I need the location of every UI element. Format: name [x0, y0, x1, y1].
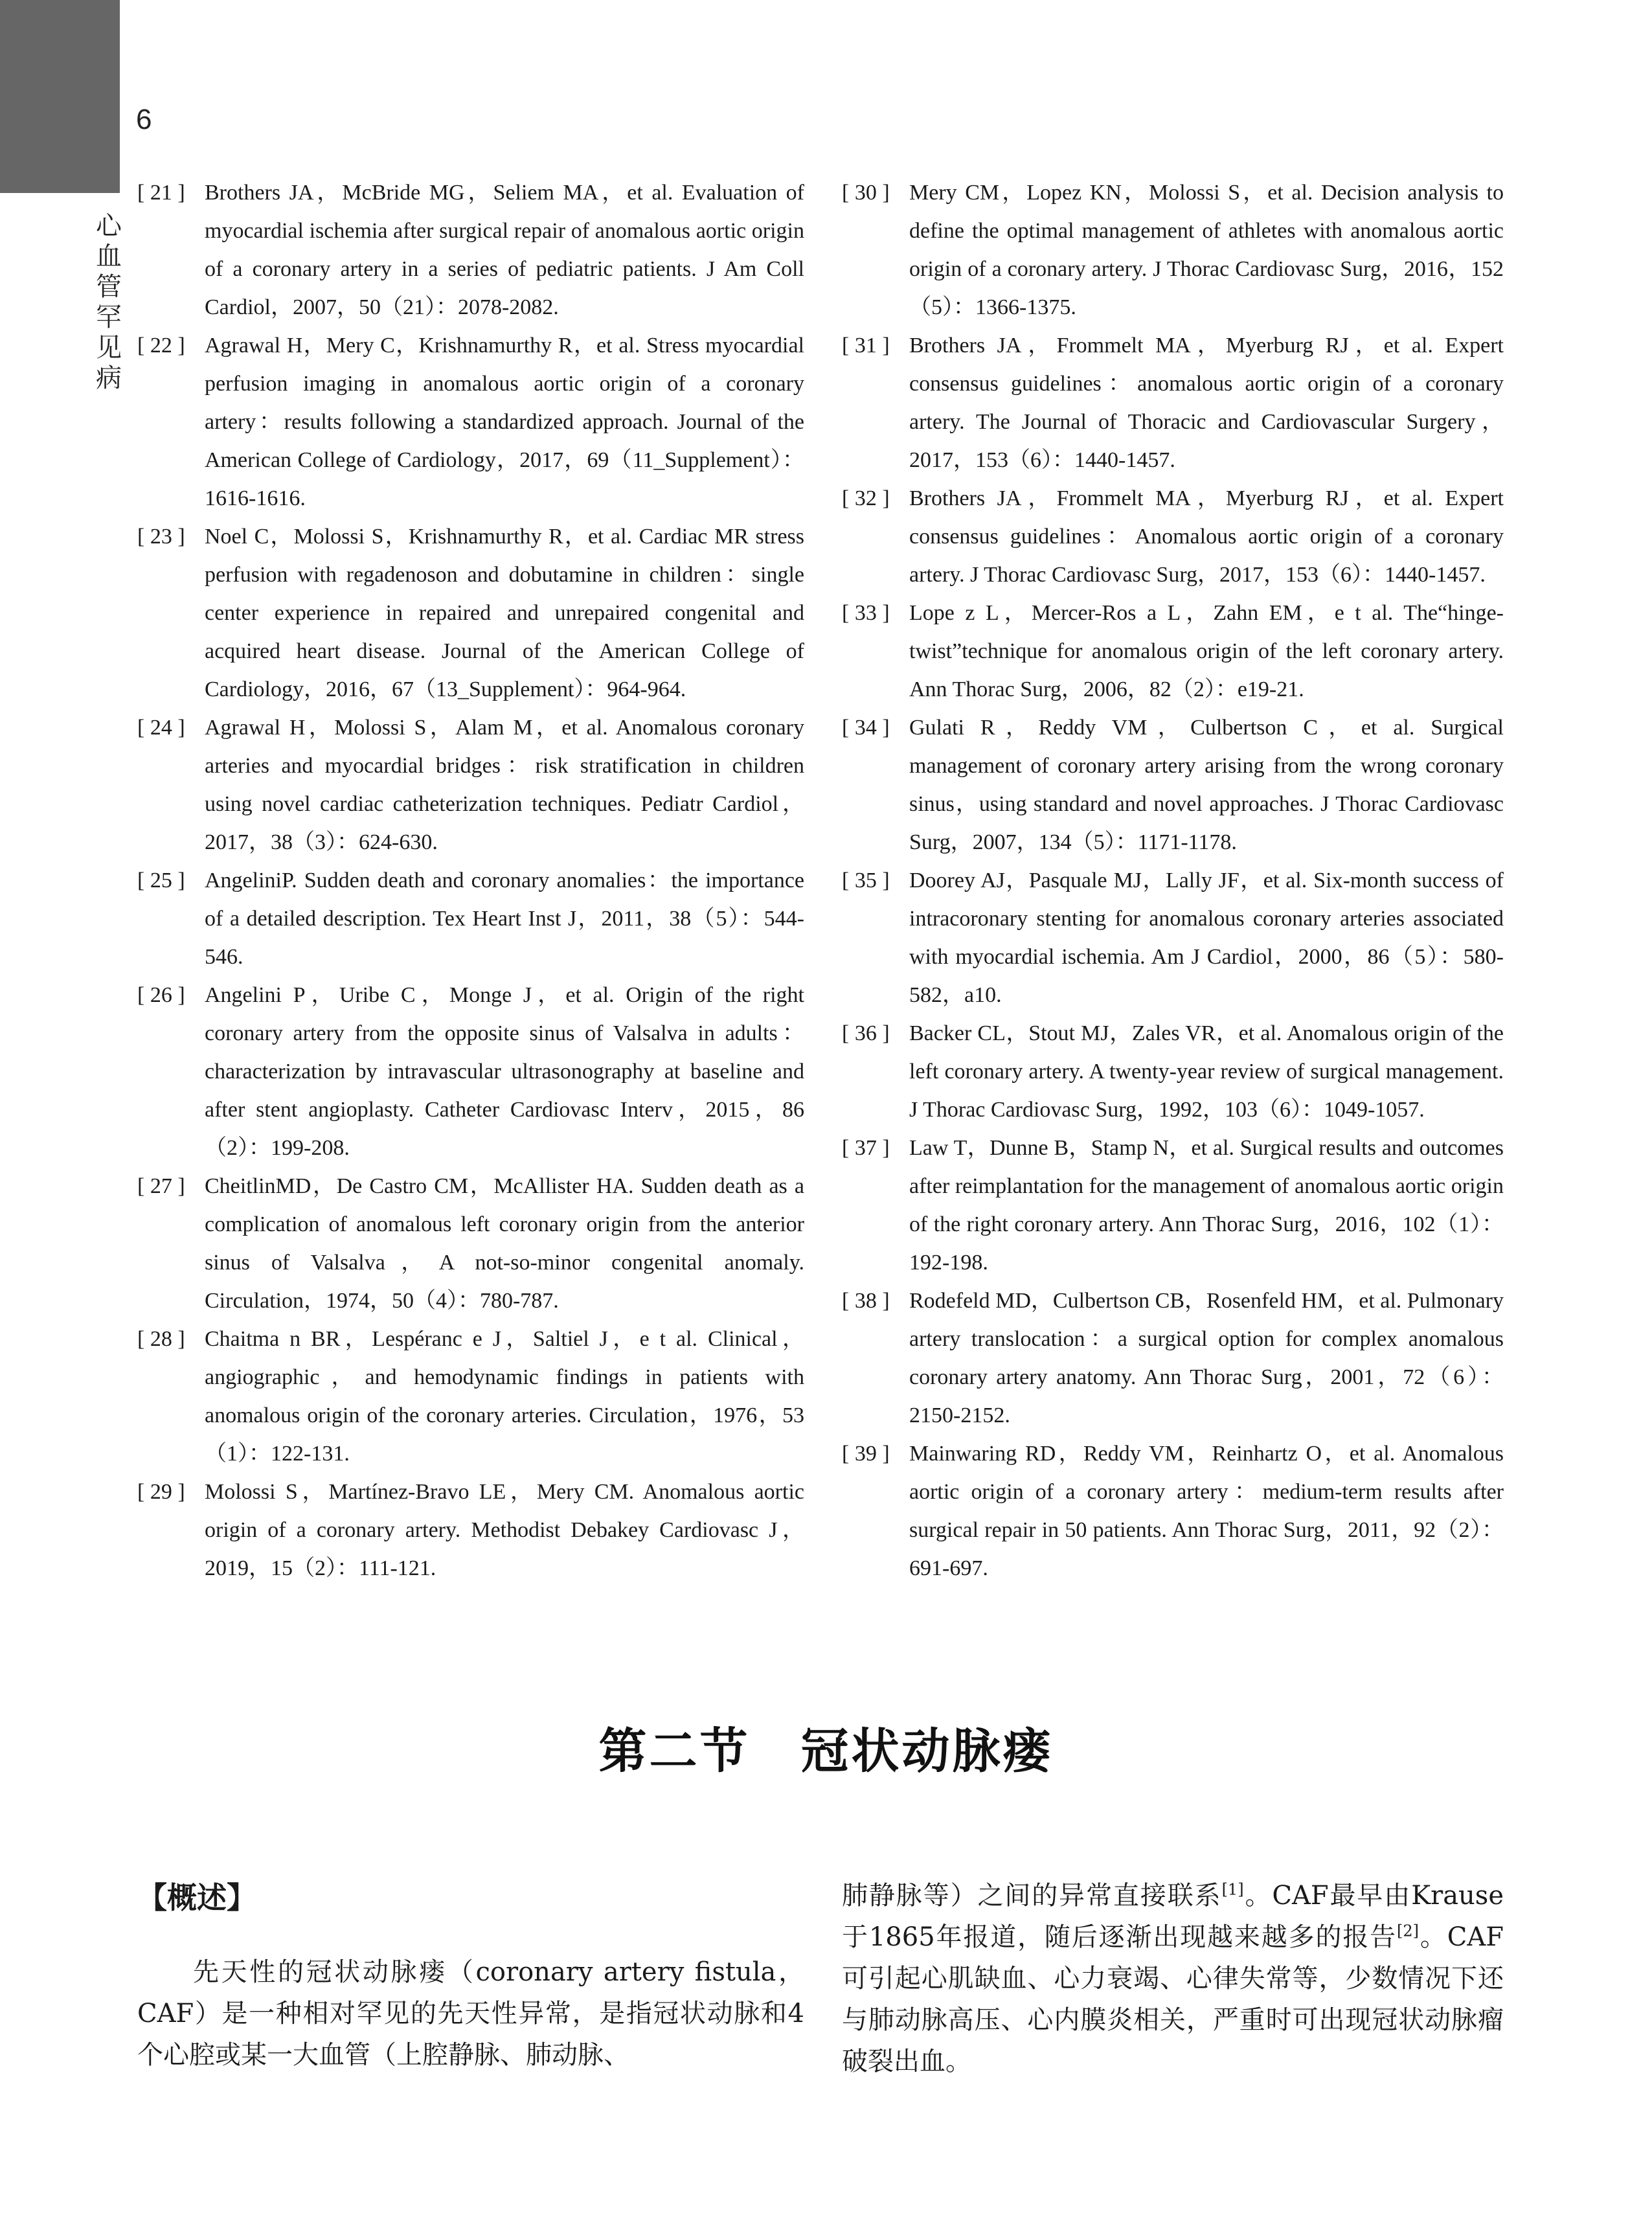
reference-number: [ 26 ]: [137, 983, 185, 1007]
reference-text: Law T，Dunne B，Stamp N，et al. Surgical results and outcomes after reimplantation for the management of anomalous aortic origin of the right coronary artery. Ann Thorac Surg，2016，102（1）：192-198.: [909, 1136, 1504, 1275]
reference-number: [ 38 ]: [842, 1289, 890, 1313]
reference-23: [137, 517, 804, 709]
overview-text-c: 。CAF可引起心肌缺血、心力衰竭、心律失常等，少数情况下还与肺动脉高压、心内膜炎相关，严重时可出现冠状动脉瘤破裂出血。: [842, 1922, 1504, 2076]
reference-30: [842, 174, 1504, 326]
citation-2: [2]: [1397, 1922, 1420, 1940]
reference-number: [ 33 ]: [842, 601, 890, 625]
reference-number: [ 28 ]: [137, 1327, 185, 1351]
reference-number: [ 29 ]: [137, 1480, 185, 1504]
reference-text: Noel C，Molossi S，Krishnamurthy R，et al. Cardiac MR stress perfusion with regadenoson and dobutamine in children：single center experience in repaired and unrepaired congenital and acquired heart disease. Journal of the American College of Cardiology，2016，67（13_Supplement）：964-964.: [205, 525, 804, 701]
references-left-column: [137, 174, 804, 1587]
reference-text: Mainwaring RD，Reddy VM，Reinhartz O，et al. Anomalous aortic origin of a coronary artery：medium-term results after surgical repair in 50 patients. Ann Thorac Surg，2011，92（2）：691-697.: [909, 1442, 1504, 1580]
overview-paragraph-2: [842, 1875, 1504, 2082]
reference-number: [ 34 ]: [842, 716, 890, 740]
section-title: 第二节 冠状动脉瘘: [598, 1723, 1054, 1779]
reference-number: [ 39 ]: [842, 1442, 890, 1466]
reference-35: [842, 861, 1504, 1014]
reference-number: [ 22 ]: [137, 334, 185, 358]
overview-text-b: 。CAF最早由Krause于1865年报道，随后逐渐出现越来越多的报告: [842, 1881, 1504, 1952]
reference-36: [842, 1014, 1504, 1129]
reference-number: [ 24 ]: [137, 716, 185, 740]
citation-1: [1]: [1221, 1880, 1244, 1899]
overview-right-column: [842, 1875, 1504, 2082]
reference-text: Mery CM，Lopez KN，Molossi S，et al. Decision analysis to define the optimal management of athletes with anomalous aortic origin of a coronary artery. J Thorac Cardiovasc Surg，2016，152（5）：1366-1375.: [909, 181, 1504, 319]
running-head: 心血管罕见病: [96, 211, 122, 393]
overview-heading: 【概述】: [137, 1880, 256, 1915]
reference-number: [ 25 ]: [137, 869, 185, 892]
reference-text: Brothers JA，Frommelt MA，Myerburg RJ，et al. Expert consensus guidelines：Anomalous aortic origin of a coronary artery. J Thorac Cardiovasc Surg，2017，153（6）：1440-1457.: [909, 486, 1504, 587]
reference-28: [137, 1320, 804, 1473]
reference-21: [137, 174, 804, 326]
reference-37: [842, 1129, 1504, 1282]
overview-paragraph-1: 先天性的冠状动脉瘘（coronary artery fistula，CAF）是一种相对罕见的先天性异常，是指冠状动脉和4个心腔或某一大血管（上腔静脉、肺动脉、: [137, 1957, 804, 2070]
reference-text: Gulati R，Reddy VM，Culbertson C，et al. Surgical management of coronary artery arising from the wrong coronary sinus，using standard and novel approaches. J Thorac Cardiovasc Surg，2007，134（5）：1171-1178.: [909, 716, 1504, 854]
reference-34: [842, 709, 1504, 861]
reference-33: [842, 594, 1504, 709]
reference-29: [137, 1473, 804, 1587]
reference-text: Brothers JA，Frommelt MA，Myerburg RJ，et al. Expert consensus guidelines：anomalous aortic origin of a coronary artery. The Journal of Thoracic and Cardiovascular Surgery，2017，153（6）：1440-1457.: [909, 334, 1504, 472]
references-right-column: [842, 174, 1504, 1587]
overview-left-column: [137, 1875, 804, 2076]
reference-text: AngeliniP. Sudden death and coronary anomalies：the importance of a detailed description. Tex Heart Inst J，2011，38（5）：544-546.: [205, 869, 804, 969]
reference-39: [842, 1435, 1504, 1587]
reference-number: [ 23 ]: [137, 525, 185, 549]
reference-number: [ 21 ]: [137, 181, 185, 205]
reference-text: Agrawal H，Mery C，Krishnamurthy R，et al. Stress myocardial perfusion imaging in anomalous aortic origin of a coronary artery：results following a standardized approach. Journal of the American College of Cardiology，2017，69（11_Supplement）：1616-1616.: [205, 334, 804, 510]
page-number: 6: [136, 104, 152, 135]
reference-number: [ 36 ]: [842, 1021, 890, 1045]
reference-text: Angelini P，Uribe C，Monge J，et al. Origin of the right coronary artery from the opposite sinus of Valsalva in adults：characterization by intravascular ultrasonography at baseline and after stent angioplasty. Catheter Cardiovasc Interv，2015，86（2）：199-208.: [205, 983, 804, 1160]
reference-text: Backer CL，Stout MJ，Zales VR，et al. Anomalous origin of the left coronary artery. A twenty-year review of surgical management. J Thorac Cardiovasc Surg，1992，103（6）：1049-1057.: [909, 1021, 1504, 1122]
reference-text: Brothers JA，McBride MG，Seliem MA，et al. Evaluation of myocardial ischemia after surgical repair of anomalous aortic origin of a coronary artery in a series of pediatric patients. J Am Coll Cardiol，2007，50（21）：2078-2082.: [205, 181, 804, 319]
reference-26: [137, 976, 804, 1167]
reference-text: Lope z L，Mercer-Ros a L，Zahn EM，e t al. The“hinge-twist”technique for anomalous origin of the left coronary artery. Ann Thorac Surg，2006，82（2）：e19-21.: [909, 601, 1504, 701]
reference-31: [842, 326, 1504, 479]
reference-32: [842, 479, 1504, 594]
reference-24: [137, 709, 804, 861]
corner-tab: [0, 0, 120, 193]
reference-text: Rodefeld MD，Culbertson CB，Rosenfeld HM，et al. Pulmonary artery translocation：a surgical option for complex anomalous coronary artery anatomy. Ann Thorac Surg，2001，72（6）：2150-2152.: [909, 1289, 1504, 1427]
reference-number: [ 27 ]: [137, 1174, 185, 1198]
overview-text-a: 肺静脉等）之间的异常直接联系: [842, 1881, 1222, 1911]
reference-22: [137, 326, 804, 517]
reference-text: Chaitma n BR，Lespéranc e J，Saltiel J，e t al. Clinical，angiographic，and hemodynamic findings in patients with anomalous origin of the coronary arteries. Circulation，1976，53（1）：122-131.: [205, 1327, 804, 1466]
reference-number: [ 32 ]: [842, 486, 890, 510]
reference-text: Molossi S，Martínez-Bravo LE，Mery CM. Anomalous aortic origin of a coronary artery. Methodist Debakey Cardiovasc J，2019，15（2）：111-121.: [205, 1480, 804, 1580]
reference-number: [ 31 ]: [842, 334, 890, 358]
reference-27: [137, 1167, 804, 1320]
reference-text: Doorey AJ，Pasquale MJ，Lally JF，et al. Six-month success of intracoronary stenting for anomalous coronary arteries associated with myocardial ischemia. Am J Cardiol，2000，86（5）：580-582，a10.: [909, 869, 1504, 1007]
reference-number: [ 35 ]: [842, 869, 890, 892]
reference-text: Agrawal H，Molossi S，Alam M，et al. Anomalous coronary arteries and myocardial bridges：risk stratification in children using novel cardiac catheterization techniques. Pediatr Cardiol，2017，38（3）：624-630.: [205, 716, 804, 854]
reference-text: CheitlinMD，De Castro CM，McAllister HA. Sudden death as a complication of anomalous left coronary origin from the anterior sinus of Valsalva，A not-so-minor congenital anomaly. Circulation，1974，50（4）：780-787.: [205, 1174, 804, 1313]
reference-25: [137, 861, 804, 976]
reference-number: [ 37 ]: [842, 1136, 890, 1160]
reference-number: [ 30 ]: [842, 181, 890, 205]
reference-38: [842, 1282, 1504, 1435]
